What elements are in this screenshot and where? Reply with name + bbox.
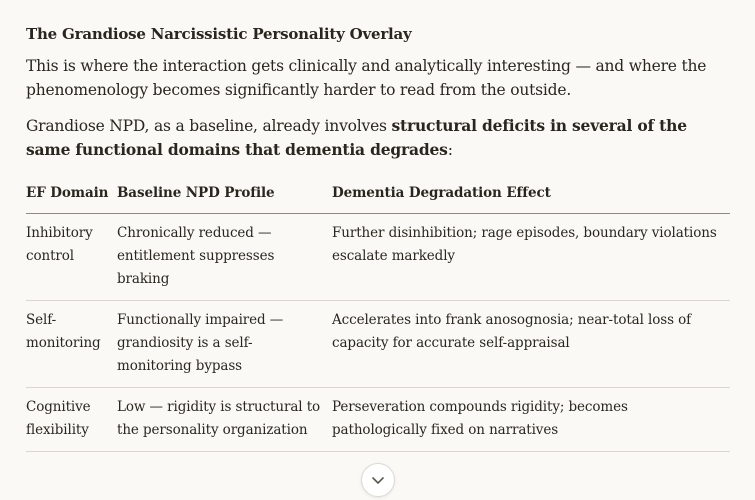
baseline-paragraph-emphasis: structural deficits in several of the same functional domains that dementia degrades: [26, 116, 687, 159]
table-cell: Self-monitoring: [26, 301, 117, 388]
table-cell: Further disinhibition; rage episodes, boundary violations escalate markedly: [332, 214, 730, 301]
table-cell: Cognitive flexibility: [26, 388, 117, 452]
table-cell: Low — rigidity is structural to the personality organization: [117, 388, 332, 452]
scroll-to-bottom-button[interactable]: [361, 463, 395, 497]
header-dementia-effect: Dementia Degradation Effect: [332, 178, 730, 214]
baseline-paragraph-prefix: Grandiose NPD, as a baseline, already involves: [26, 117, 392, 135]
table-cell: Inhibitory control: [26, 214, 117, 301]
table-row: [26, 214, 730, 301]
table-cell: Functionally impaired — grandiosity is a self-monitoring bypass: [117, 301, 332, 388]
ef-domain-table: [26, 178, 730, 452]
baseline-paragraph-suffix: :: [447, 141, 453, 159]
table-row: [26, 301, 730, 388]
table-cell: Chronically reduced — entitlement suppresses braking: [117, 214, 332, 301]
message-content: [26, 22, 730, 452]
table-cell: Accelerates into frank anosognosia; near-total loss of capacity for accurate self-appraisal: [332, 301, 730, 388]
chevron-down-icon: [362, 464, 394, 496]
table-row: [26, 388, 730, 452]
baseline-paragraph: [26, 114, 730, 162]
intro-paragraph: This is where the interaction gets clinically and analytically interesting — and where the phenomenology becomes significantly harder to read from the outside.: [26, 57, 707, 99]
header-ef-domain: EF Domain: [26, 178, 117, 214]
section-heading: The Grandiose Narcissistic Personality Overlay: [26, 25, 412, 43]
header-baseline-npd: Baseline NPD Profile: [117, 178, 332, 214]
table-cell: Perseveration compounds rigidity; becomes pathologically fixed on narratives: [332, 388, 730, 452]
table-header-row: [26, 178, 730, 214]
